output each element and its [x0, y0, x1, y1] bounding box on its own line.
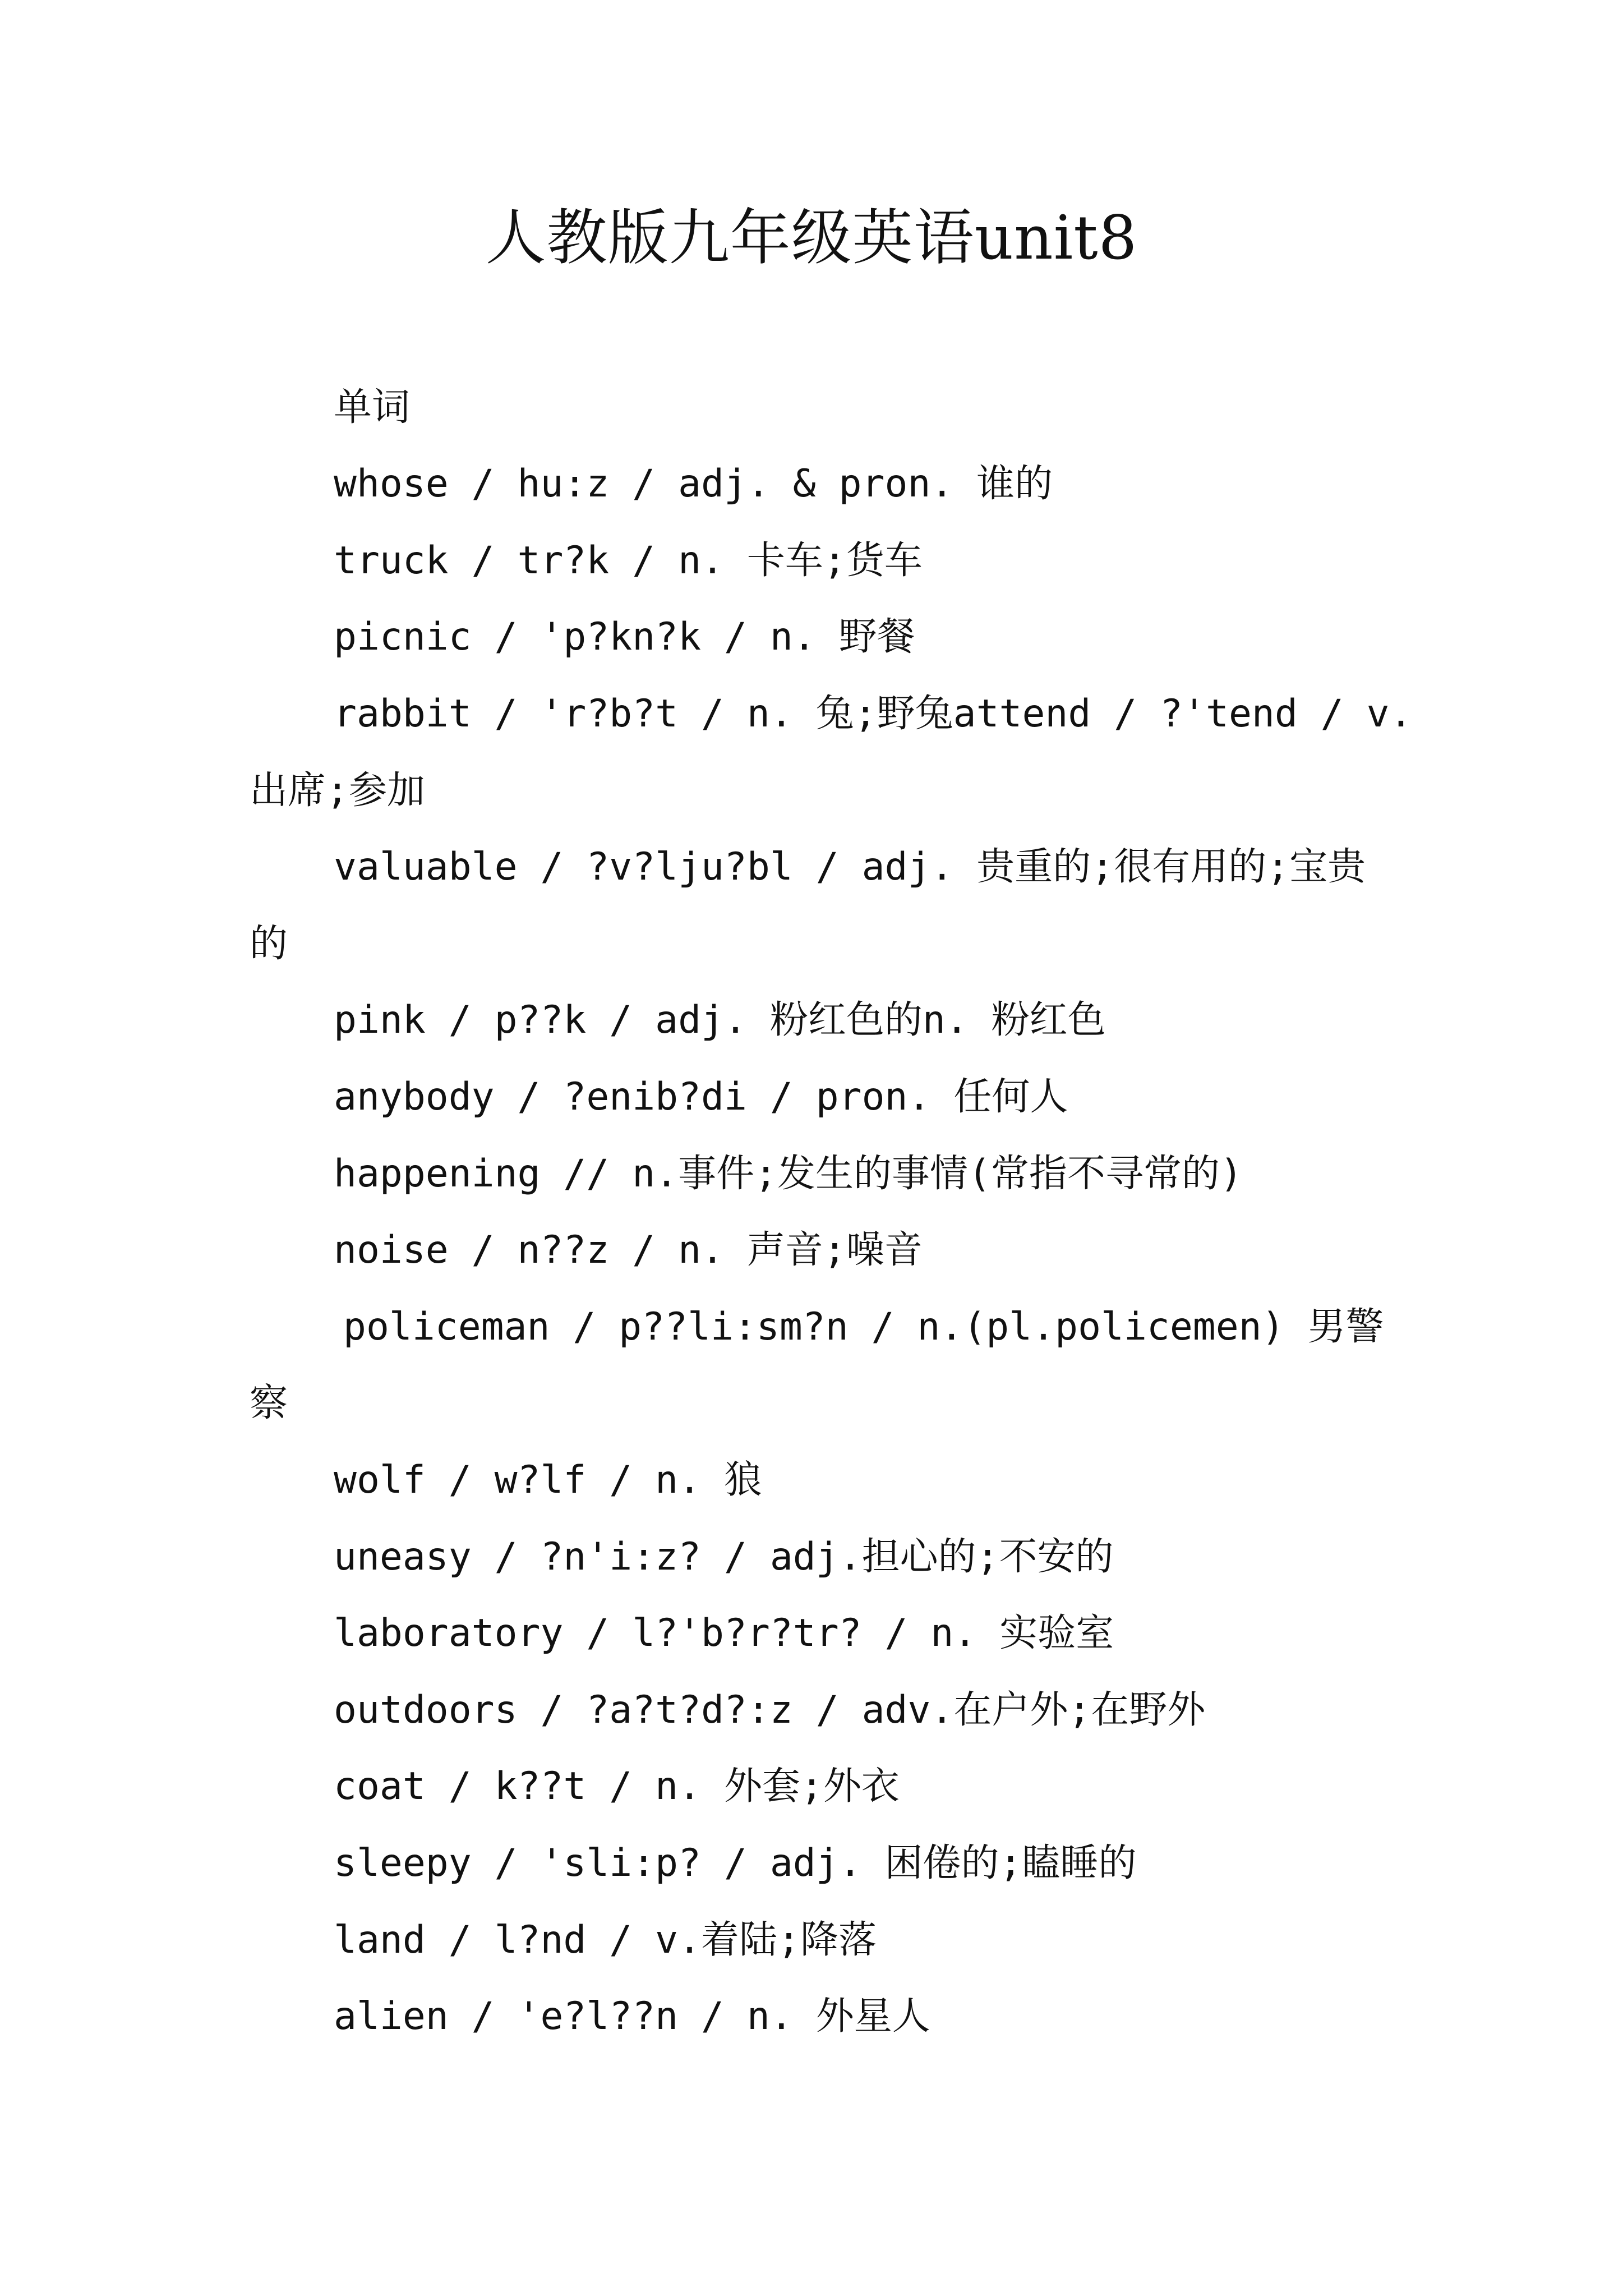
vocab-line: coat / k??t / n. 外套;外衣 [334, 1764, 900, 1809]
vocab-line: happening // n.事件;发生的事情(常指不寻常的) [334, 1152, 1243, 1196]
vocab-line: wolf / w?lf / n. 狼 [334, 1458, 762, 1502]
vocab-line: picnic / 'p?kn?k / n. 野餐 [334, 615, 915, 659]
vocab-line-continuation: 察 [250, 1381, 288, 1425]
vocab-line-continuation: 出席;参加 [250, 769, 425, 813]
vocab-line: laboratory / l?'b?r?tr? / n. 实验室 [334, 1611, 1114, 1655]
vocab-line: policeman / p??li:sm?n / n.(pl.policemen) 男警 [343, 1305, 1384, 1349]
vocab-line: outdoors / ?a?t?d?:z / adv.在户外;在野外 [334, 1688, 1206, 1732]
vocab-line: truck / tr?k / n. 卡车;货车 [334, 539, 923, 583]
vocab-line: whose / hu:z / adj. & pron. 谁的 [334, 462, 1053, 506]
vocab-line-continuation: 的 [250, 922, 288, 966]
section-heading: 单词 [334, 385, 411, 430]
vocab-line: anybody / ?enib?di / pron. 任何人 [334, 1075, 1068, 1119]
vocab-line: sleepy / 'sli:p? / adj. 困倦的;瞌睡的 [334, 1841, 1137, 1885]
vocab-line: valuable / ?v?lju?bl / adj. 贵重的;很有用的;宝贵 [334, 845, 1366, 889]
vocab-line: pink / p??k / adj. 粉红色的n. 粉红色 [334, 998, 1106, 1042]
vocab-line: noise / n??z / n. 声音;噪音 [334, 1228, 923, 1272]
vocab-line: land / l?nd / v.着陆;降落 [334, 1918, 877, 1962]
vocab-line: uneasy / ?n'i:z? / adj.担心的;不安的 [334, 1535, 1114, 1579]
vocab-line: rabbit / 'r?b?t / n. 兔;野兔attend / ?'tend / v. [334, 692, 1413, 736]
vocab-line: alien / 'e?l??n / n. 外星人 [334, 1994, 930, 2039]
page-title: 人教版九年级英语unit8 [485, 203, 1138, 273]
